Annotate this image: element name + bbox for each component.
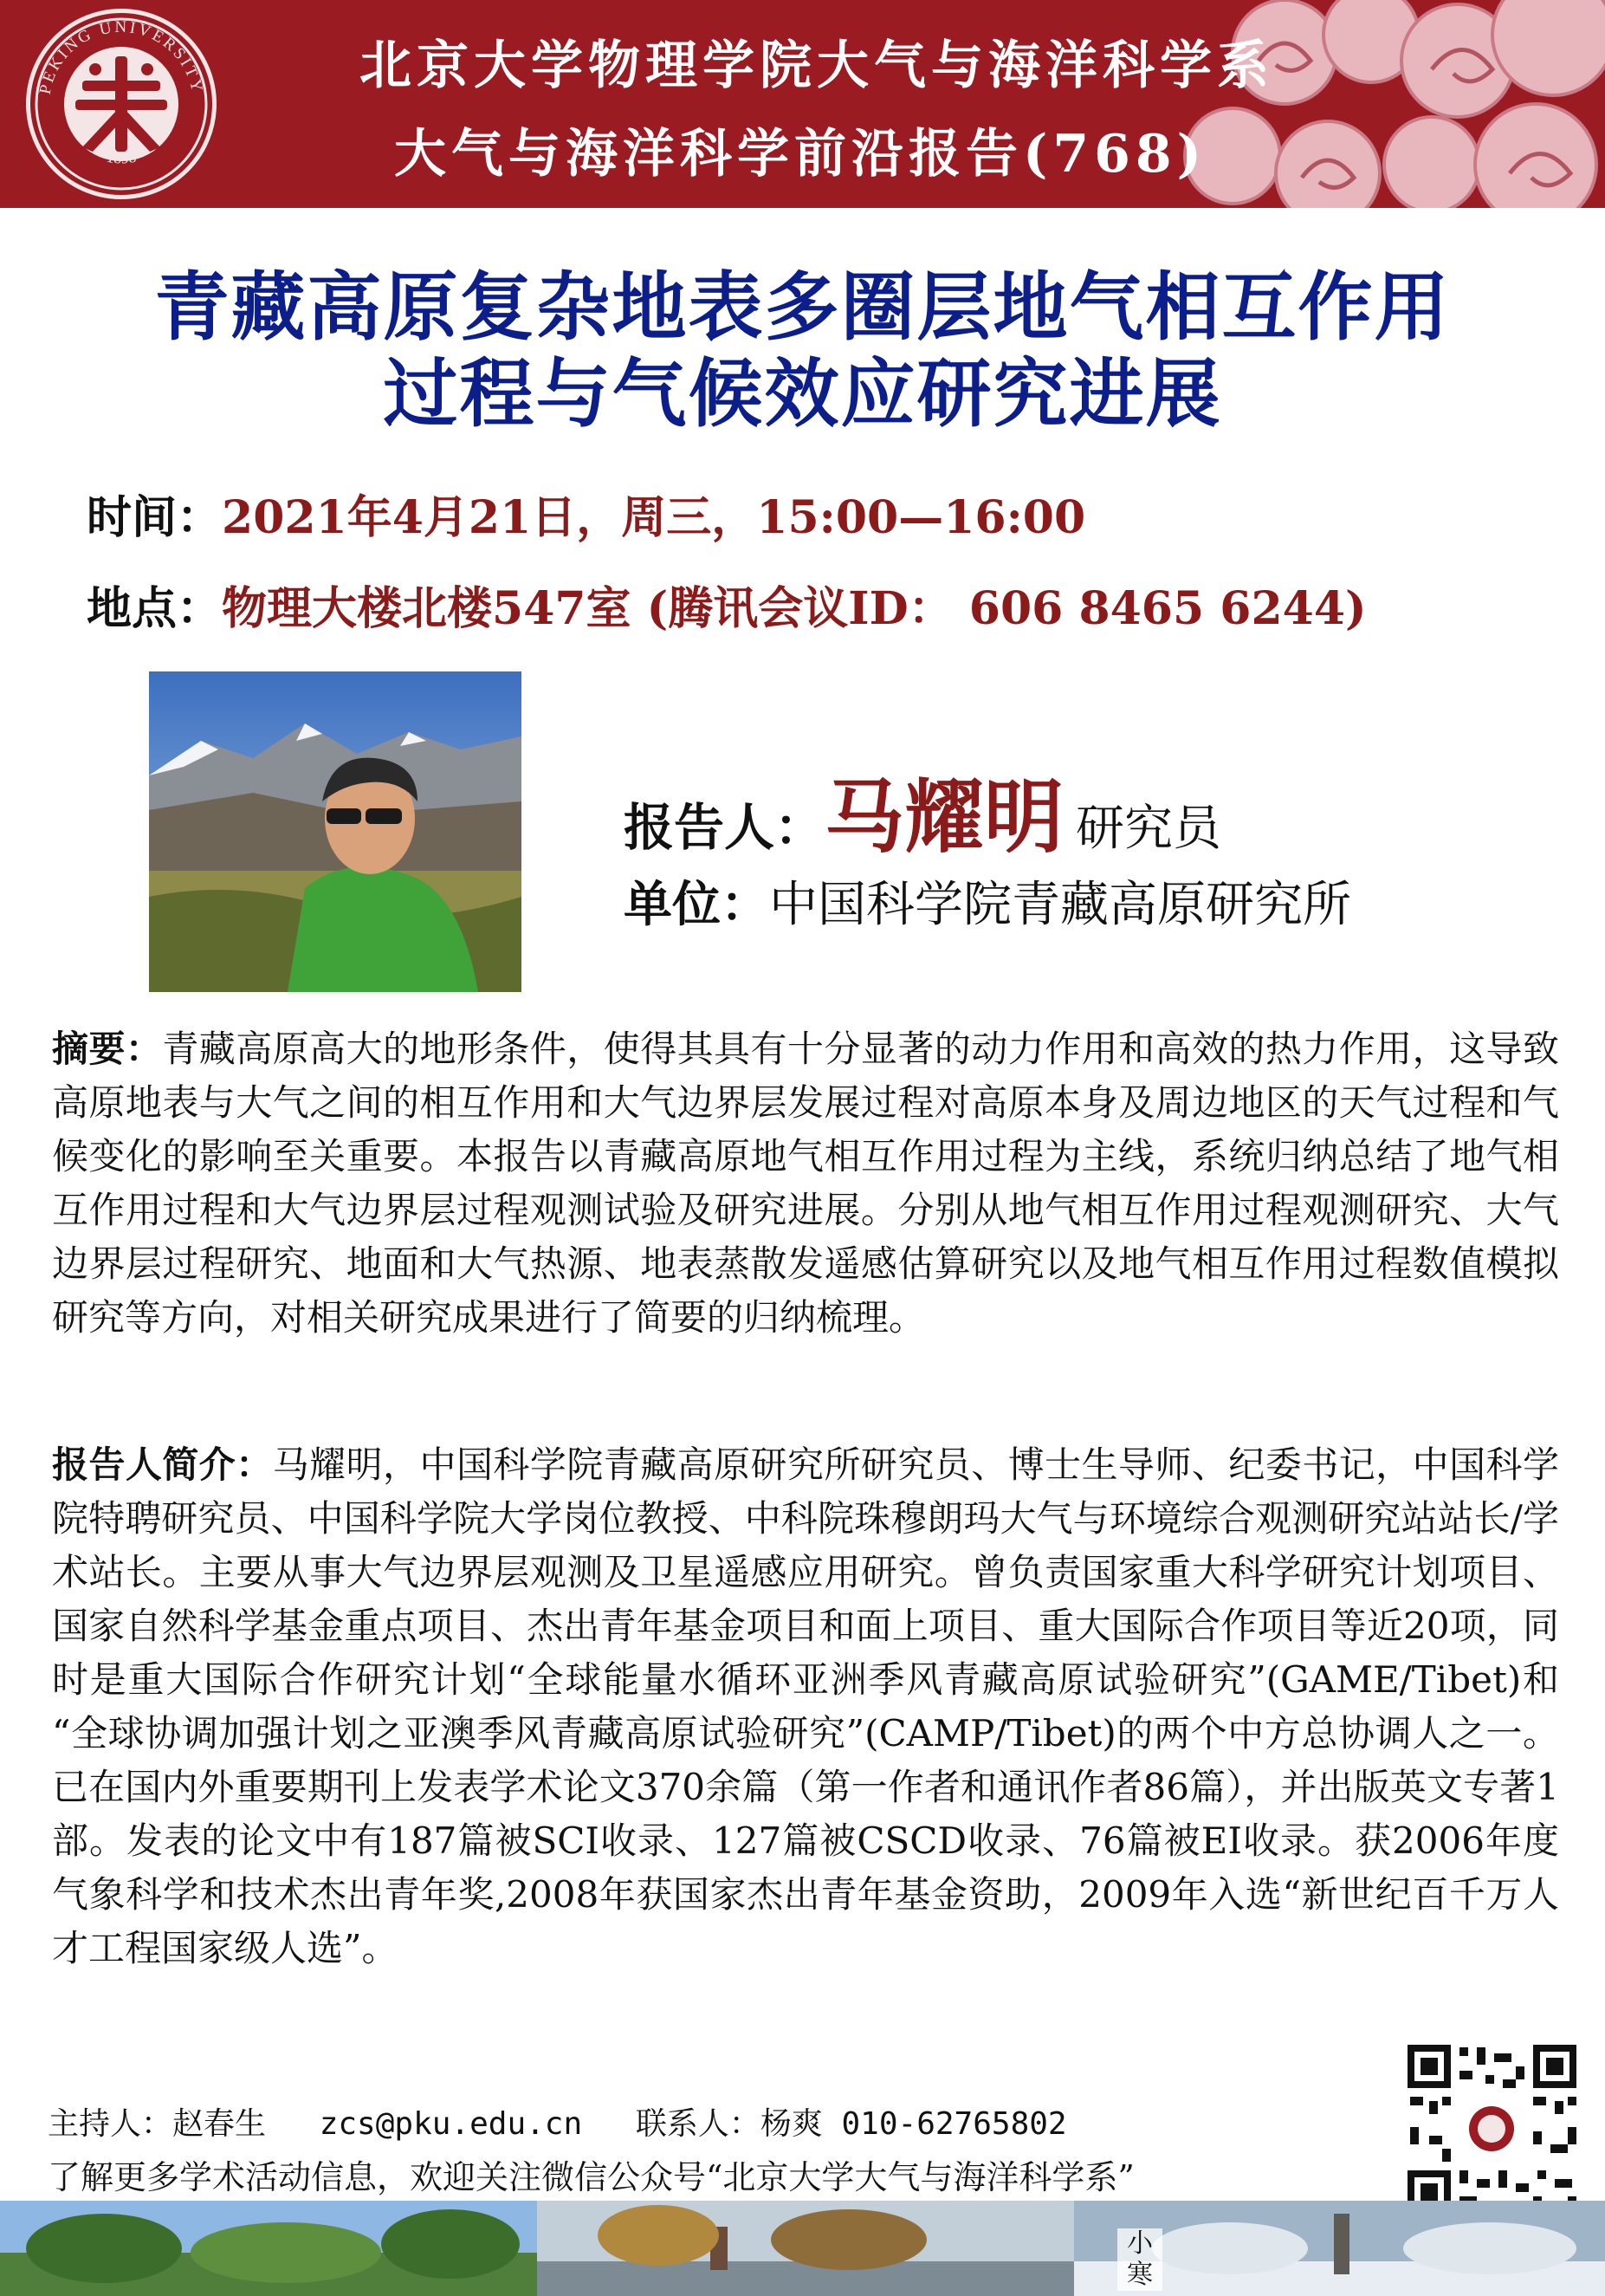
talk-title-line-1: 青藏高原复杂地表多圈层地气相互作用	[154, 264, 1451, 351]
speaker-info	[624, 754, 1221, 868]
speaker-affiliation	[624, 866, 1351, 936]
speaker-name: 马耀明	[825, 771, 1065, 864]
host-info: 主持人：赵春生	[48, 2106, 267, 2142]
time-label: 时间：	[87, 492, 223, 544]
event-location	[87, 572, 1367, 637]
wechat-notice: 了解更多学术活动信息，欢迎关注微信公众号“北京大学大气与海洋科学系”	[48, 2158, 1135, 2196]
header-banner	[0, 0, 1605, 208]
department-name: 北京大学物理学院大气与海洋科学系	[359, 36, 1274, 96]
event-time	[87, 481, 1085, 546]
campus-photo-strip	[0, 2201, 1605, 2296]
time-value: 2021年4月21日，周三，15:00—16:00	[222, 491, 1086, 544]
abstract-paragraph	[52, 1022, 1559, 1345]
speaker-photo	[149, 671, 521, 992]
lecture-series-name: 大气与海洋科学前沿报告(768)	[394, 124, 1207, 185]
bio-text: 马耀明，中国科学院青藏高原研究所研究员、博士生导师、纪委书记，中国科学院特聘研究员、中国科学院大学岗位教授、中科院珠穆朗玛大气与环境综合观测研究站站长/学术站长。主要从事大气边界层观测及卫星遥感应用研究。曾负责国家重大科学研究计划项目、国家自然科学基金重点项目、杰出青年基金项目和面上项目、重大国际合作项目等近20项，同时是重大国际合作研究计划“全球能量水循环亚洲季风青藏高原试验研究”(GAME/Tibet)和 “全球协调加强计划之亚澳季风青藏高原试验研究”(CAMP/Tibet)的两个中方总协调人之一。已在国内外重要期刊上发表学术论文370余篇（第一作者和通讯作者86篇），并出版英文专著1部。发表的论文中有187篇被SCI收录、127篇被CSCD收录、76篇被EI收录。获2006年度气象科学和技术杰出青年奖,2008年获国家杰出青年基金资助，2009年入选“新世纪百千万人才工程国家级人选”。	[52, 1443, 1559, 1969]
speaker-label: 报告人：	[624, 798, 825, 857]
logo-year: 1898	[105, 147, 138, 167]
host-email: zcs@pku.edu.cn	[319, 2106, 583, 2142]
contact-info	[48, 2099, 1102, 2144]
abstract-label: 摘要：	[52, 1028, 163, 1070]
abstract-text: 青藏高原高大的地形条件，使得其具有十分显著的动力作用和高效的热力作用，这导致高原地表与大气之间的相互作用和大气边界层发展过程对高原本身及周边地区的天气过程和气候变化的影响至关重要。本报告以青藏高原地气相互作用过程为主线，系统归纳总结了地气相互作用过程和大气边界层过程观测试验及研究进展。分别从地气相互作用过程观测研究、大气边界层过程研究、地面和大气热源、地表蒸散发遥感估算研究以及地气相互作用过程数值模拟研究等方向，对相关研究成果进行了简要的归纳梳理。	[52, 1028, 1559, 1339]
logo-ring-text: PEKING UNIVERSITY	[36, 17, 207, 96]
speaker-bio-paragraph	[52, 1438, 1559, 1975]
svg-text:1898	[105, 148, 137, 167]
speaker-position: 研究员	[1076, 801, 1222, 857]
solar-term-label: 小寒	[1117, 2228, 1162, 2291]
affiliation-value: 中国科学院青藏高原研究所	[769, 877, 1351, 933]
talk-title-line-2: 过程与气候效应研究进展	[383, 351, 1222, 438]
qr-code-icon	[1403, 2040, 1581, 2218]
place-label: 地点：	[87, 583, 223, 635]
place-value: 物理大楼北楼547室 (腾讯会议ID： 606 8465 6244)	[222, 582, 1367, 635]
affiliation-label: 单位：	[624, 877, 769, 933]
svg-text:PEKING UNIVERSITY	[36, 18, 207, 96]
contact-person: 联系人：杨爽 010-62765802	[635, 2106, 1067, 2142]
peking-university-logo	[26, 9, 217, 199]
bio-label: 报告人简介：	[52, 1443, 273, 1486]
